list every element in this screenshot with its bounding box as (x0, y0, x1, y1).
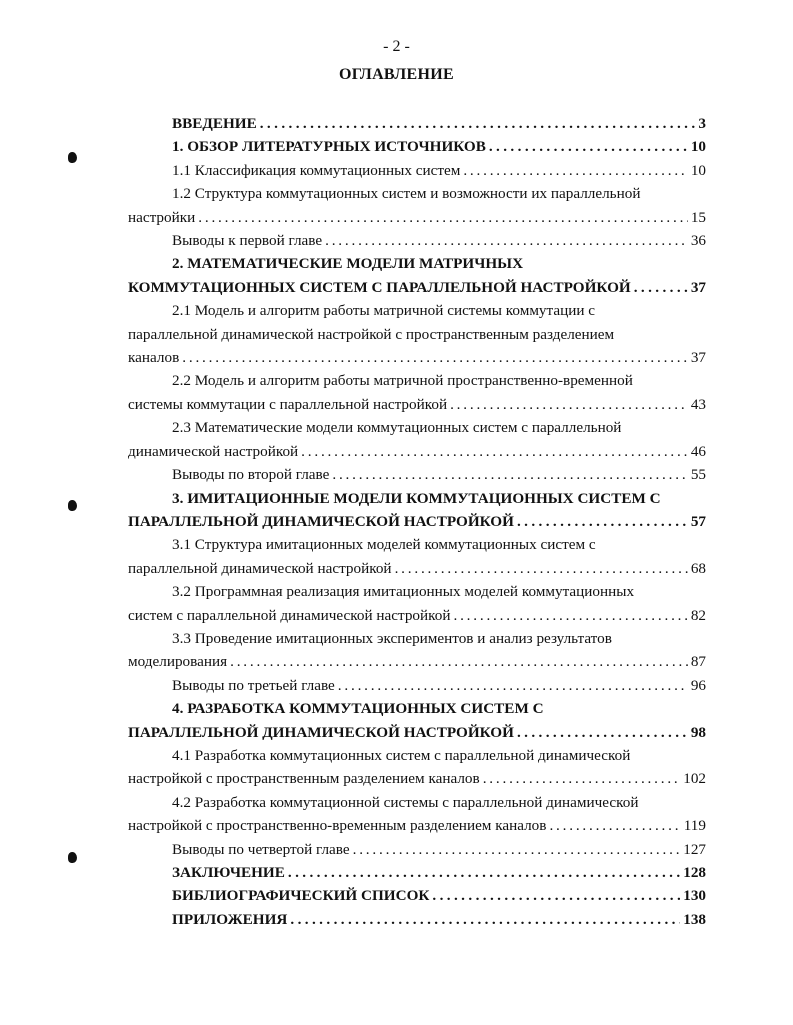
toc-entry-section-3-3[interactable]: 3.3 Проведение имитационных экспериментов и анализ результатов моделирования . . . 87 (128, 627, 706, 674)
punch-hole-mark (68, 852, 77, 863)
toc-entry-appendices[interactable]: ПРИЛОЖЕНИЯ . . . 138 (128, 908, 706, 931)
table-of-contents (128, 112, 706, 931)
toc-entry-conclusions-3[interactable]: Выводы по третьей главе . . . 96 (128, 674, 706, 697)
toc-entry-section-1-1[interactable]: 1.1 Классификация коммутационных систем . . . 10 (128, 159, 706, 182)
toc-entry-section-3-1[interactable]: 3.1 Структура имитационных моделей коммутационных систем с параллельной динамической настройкой . . . 68 (128, 533, 706, 580)
toc-entry-conclusions-1[interactable]: Выводы к первой главе . . . 36 (128, 229, 706, 252)
toc-entry-section-2-3[interactable]: 2.3 Математические модели коммутационных систем с параллельной динамической настройкой . . . 46 (128, 416, 706, 463)
toc-entry-section-4-2[interactable]: 4.2 Разработка коммутационной системы с параллельной динамической настройкой с пространственно-временным разделением каналов . . . 119 (128, 791, 706, 838)
punch-hole-mark (68, 500, 77, 511)
punch-hole-mark (68, 152, 77, 163)
toc-entry-chapter-1[interactable]: 1. ОБЗОР ЛИТЕРАТУРНЫХ ИСТОЧНИКОВ . . . 10 (128, 135, 706, 158)
toc-entry-intro[interactable]: ВВЕДЕНИЕ . . . 3 (128, 112, 706, 135)
toc-entry-section-2-2[interactable]: 2.2 Модель и алгоритм работы матричной пространственно-временной системы коммутации с параллельной настройкой . . . 43 (128, 369, 706, 416)
toc-entry-conclusion[interactable]: ЗАКЛЮЧЕНИЕ . . . 128 (128, 861, 706, 884)
toc-entry-chapter-3[interactable]: 3. ИМИТАЦИОННЫЕ МОДЕЛИ КОММУТАЦИОННЫХ СИСТЕМ С ПАРАЛЛЕЛЬНОЙ ДИНАМИЧЕСКОЙ НАСТРОЙКОЙ . . . 57 (128, 487, 706, 534)
page-title: ОГЛАВЛЕНИЕ (339, 66, 454, 83)
toc-entry-bibliography[interactable]: БИБЛИОГРАФИЧЕСКИЙ СПИСОК . . . 130 (128, 884, 706, 907)
toc-entry-conclusions-4[interactable]: Выводы по четвертой главе . . . 127 (128, 838, 706, 861)
toc-entry-section-3-2[interactable]: 3.2 Программная реализация имитационных моделей коммутационных систем с параллельной динамической настройкой . . . 82 (128, 580, 706, 627)
toc-entry-conclusions-2[interactable]: Выводы по второй главе . . . 55 (128, 463, 706, 486)
toc-entry-section-4-1[interactable]: 4.1 Разработка коммутационных систем с параллельной динамической настройкой с пространственным разделением каналов . . . 102 (128, 744, 706, 791)
toc-entry-chapter-4[interactable]: 4. РАЗРАБОТКА КОММУТАЦИОННЫХ СИСТЕМ С ПАРАЛЛЕЛЬНОЙ ДИНАМИЧЕСКОЙ НАСТРОЙКОЙ . . . 98 (128, 697, 706, 744)
page-number: - 2 - (383, 38, 410, 55)
toc-entry-section-1-2[interactable]: 1.2 Структура коммутационных систем и возможности их параллельной настройки . . . 15 (128, 182, 706, 229)
toc-entry-chapter-2[interactable]: 2. МАТЕМАТИЧЕСКИЕ МОДЕЛИ МАТРИЧНЫХ КОММУТАЦИОННЫХ СИСТЕМ С ПАРАЛЛЕЛЬНОЙ НАСТРОЙКОЙ . . . 37 (128, 252, 706, 299)
toc-entry-section-2-1[interactable]: 2.1 Модель и алгоритм работы матричной системы коммутации с параллельной динамической настройкой с пространственным разделением каналов . . . 37 (128, 299, 706, 369)
